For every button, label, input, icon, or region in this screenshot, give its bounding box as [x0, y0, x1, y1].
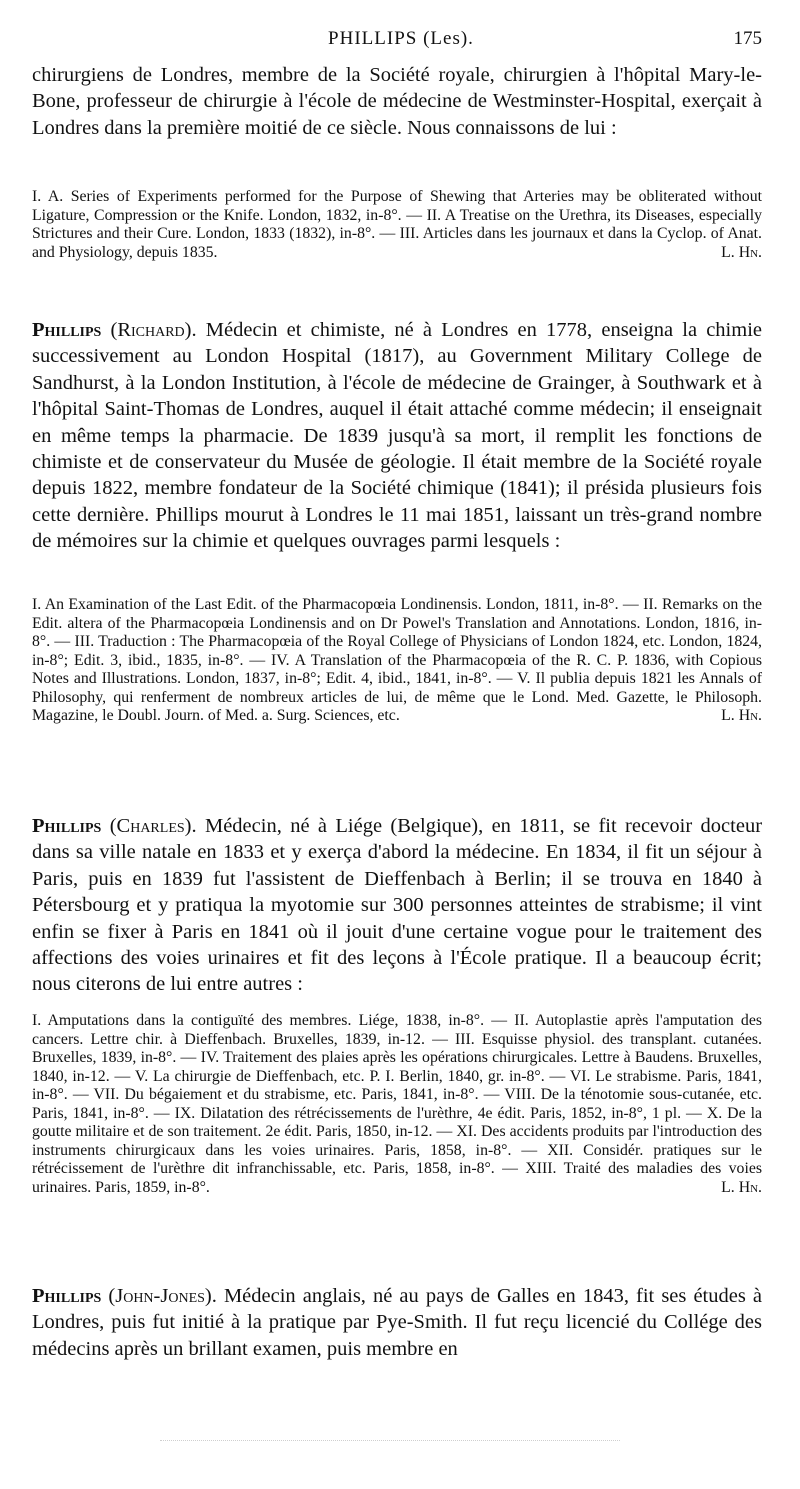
continued-signature: L. Hn.	[721, 243, 762, 261]
entry-john-jones	[32, 1283, 762, 1362]
footer-dotted-rule	[160, 1440, 620, 1442]
continued-biblio-text: I. A. Series of Experiments performed for the Purpose of Shewing that Arteries may be obliterated without Ligature, Compression or the Knife. London, 1832, in-8°. — II. A Treatise on the Urethra, its Diseases, especially Strictures and their Cure. London, 1833 (1832), in-8°. — III. Articles dans les journaux et dans la Cyclop. of Anat. and Physiology, depuis 1835.	[32, 188, 762, 261]
charles-bibliography	[32, 1012, 762, 1197]
charles-biblio-text: I. Amputations dans la contiguïté des membres. Liége, 1838, in-8°. — II. Autoplastie après l'amputation des cancers. Lettre chir. à Dieffenbach. Bruxelles, 1839, in-12. — III. Esquisse physiol. des transplant. cutanées. Bruxelles, 1839, in-8°. — IV. Traitement des plaies après les opérations chirurgicales. Lettre à Baudens. Bruxelles, 1840, in-12. — V. La chirurgie de Dieffenbach, etc. P. I. Berlin, 1840, gr. in-8°. — VI. Le strabisme. Paris, 1841, in-8°. — VII. Du bégaiement et du strabisme, etc. Paris, 1841, in-8°. — VIII. De la ténotomie sous-cutanée, etc. Paris, 1841, in-8°. — IX. Dilatation des rétrécissements de l'urèthre, 4e édit. Paris, 1852, in-8°, 1 pl. — X. De la goutte militaire et de son traitement. 2e édit. Paris, 1850, in-12. — XI. Des accidents produits par l'introduction des instruments chirurgicaux dans les voies urinaires. Paris, 1858, in-8°. — XII. Considér. pratiques sur le rétrécissement de l'urèthre dit infranchissable, etc. Paris, 1858, in-8°. — XIII. Traité des maladies des voies urinaires. Paris, 1859, in-8°.	[32, 1012, 762, 1196]
entry-richard-given: (Richard).	[110, 319, 197, 341]
richard-signature: L. Hn.	[721, 707, 762, 724]
charles-signature: L. Hn.	[721, 1178, 762, 1196]
entry-richard	[32, 317, 762, 555]
page-header	[40, 28, 762, 54]
entry-john-jones-text: Médecin anglais, né au pays de Galles en 1843, fit ses études à Londres, puis fut initié à la pratique par Pye-Smith. Il fut reçu licencié du Collége des médecins après un brillant examen, puis membre en	[32, 1285, 762, 1360]
entry-charles-text: Médecin, né à Liége (Belgique), en 1811, se fit recevoir docteur dans sa ville natale en 1833 et y exerça d'abord la médecine. En 1834, il fit un séjour à Paris, puis en 1839 fut l'assistent de Dieffenbach à Berlin; il se trouva en 1840 à Pétersbourg et y pratiqua la myotomie sur 300 personnes atteintes de strabisme; il vint enfin se fixer à Paris en 1841 où il jouit d'une certaine vogue pour le traitement des affections des voies urinaires et fit des leçons à l'École pratique. Il a beaucoup écrit; nous citerons de lui entre autres :	[32, 815, 763, 996]
entry-charles-name: Phillips	[32, 815, 102, 837]
entry-charles-given: (Charles).	[109, 815, 197, 837]
entry-john-jones-name: Phillips	[32, 1285, 102, 1307]
continued-bibliography	[32, 188, 762, 262]
continued-text: chirurgiens de Londres, membre de la Société royale, chirurgien à l'hôpital Mary-le-Bone, professeur de chirurgie à l'école de médecine de Westminster-Hospital, exerçait à Londres dans la première moitié de ce siècle. Nous connaissons de lui :	[32, 64, 762, 139]
continued-paragraph	[32, 62, 762, 141]
entry-john-jones-given: (John-Jones).	[108, 1285, 217, 1307]
running-title: PHILLIPS (Les).	[328, 28, 474, 49]
entry-richard-name: Phillips	[32, 319, 102, 341]
richard-bibliography	[32, 596, 762, 726]
richard-biblio-text: I. An Examination of the Last Edit. of the Pharmacopœia Londinensis. London, 1811, in-8°. — II. Remarks on the Edit. altera of the Pharmacopœia Londinensis and on Dr Powel's Translation and Annotations. London, 1816, in-8°. — III. Traduction : The Pharmacopœia of the Royal College of Physicians of London 1824, etc. London, 1824, in-8°; Edit. 3, ibid., 1835, in-8°. — IV. A Translation of the Pharmacopœia of the R. C. P. 1836, with Copious Notes and Illustrations. London, 1837, in-8°; Edit. 4, ibid., 1841, in-8°. — V. Il publia depuis 1821 les Annals of Philosophy, qui renferment de nombreux articles de lui, de même que le Lond. Med. Gazette, le Philosoph. Magazine, le Doubl. Journ. of Med. a. Surg. Sciences, etc.	[32, 596, 762, 724]
entry-richard-text: Médecin et chimiste, né à Londres en 1778, enseigna la chimie successivement au London Hospital (1817), au Government Military College de Sandhurst, à la London Institution, à l'école de médecine de Grainger, à Southwark et à l'hôpital Saint-Thomas de Londres, auquel il était attaché comme médecin; il enseignait en même temps la pharmacie. De 1839 jusqu'à sa mort, il remplit les fonctions de chimiste et de conservateur du Musée de géologie. Il était membre de la Société royale depuis 1822, membre fondateur de la Société chimique (1841); il présida plusieurs fois cette dernière. Phillips mourut à Londres le 11 mai 1851, laissant un très-grand nombre de mémoires sur la chimie et quelques ouvrages parmi lesquels :	[32, 319, 762, 553]
page-number: 175	[733, 28, 762, 49]
entry-charles	[32, 813, 762, 998]
